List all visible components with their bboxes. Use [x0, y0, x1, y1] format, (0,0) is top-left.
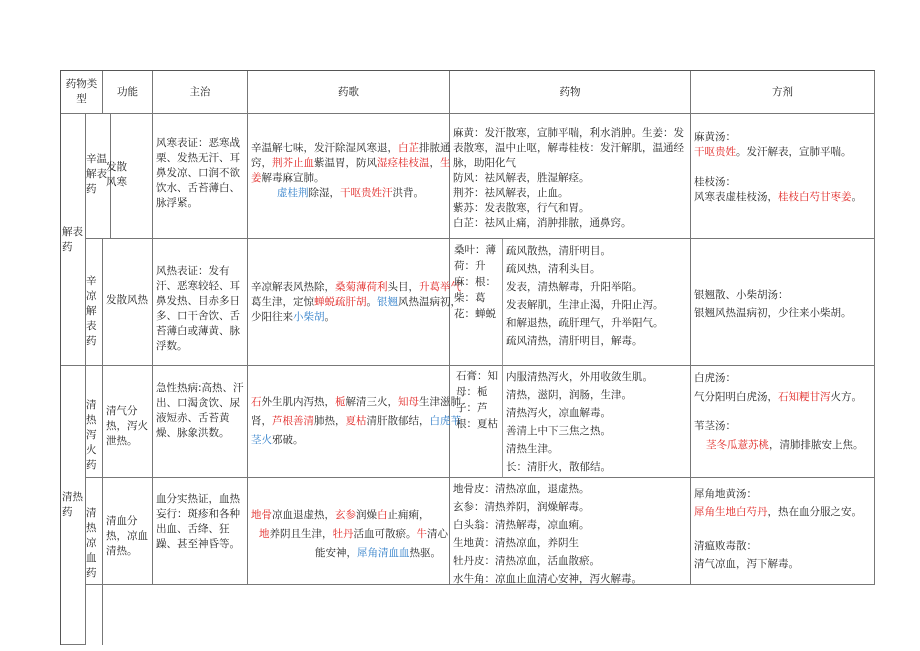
row4-main: 血分实热证，血热妄行：斑疹和各种出血、舌绛、狂躁、甚至神昏等。	[153, 478, 248, 585]
header-formula: 方剂	[691, 71, 875, 114]
row1-function: 发散风寒	[103, 114, 153, 239]
row1-main: 风寒表证：恶寒战栗、发热无汗、耳鼻发凉、口润不欲饮水、舌苔薄白、脉浮紧。	[153, 114, 248, 239]
row4-tail	[103, 585, 875, 645]
row4-song: 地骨凉血退虚热，玄参润燥白止痈痢， 地养阴且生津，牡丹活血可散瘀。牛清心 能安神，犀角清血血热驱。	[248, 478, 450, 585]
row2-drug-names: 桑叶：薄荷：升麻：根：柴：葛花：蝉蜕	[450, 239, 502, 366]
row4-drugs: 地骨皮：清热凉血，退虚热。 玄参：清热养阴，润燥解毒。 白头翁：清热解毒，凉血痢。 生地黄：清热凉血，养阴生 牡丹皮：清热凉血，活血散瘀。 水牛角：凉血止血清心安神，泻火解毒。	[450, 478, 691, 585]
row3-main: 急性热病:高热、汗出、口渴贪饮、尿液短赤、舌苔黄燥、脉象洪数。	[153, 366, 248, 478]
header-main: 主治	[153, 71, 248, 114]
row4-formula: 犀角地黄汤： 犀角生地白芍丹，热在血分服之安。 清瘟败毒散： 清气凉血，泻下解毒。	[691, 478, 875, 585]
row4-tail-subtype	[85, 585, 103, 645]
row2-main: 风热表证：发有汗、恶寒较轻、耳鼻发热、目赤多日多、口干舍饮、舌苔薄白或薄黄、脉浮数。	[153, 239, 248, 366]
row2-drugs: 疏风散热，清肝明目。 疏风热，清利头目。 发表，清热解毒，升阳举陷。 发表解肌，生津止渴，升阳止泻。 和解退热，疏肝理气，升举阳气。 疏风清热，清肝明目，解毒。	[502, 239, 691, 366]
header-subtype-blank	[61, 71, 67, 75]
row1-song: 辛温解七味，发汗除湿风寒退，白芷排脓通 窍，荆芥止血紫温胃，防风湿痉桂枝温，生 姜解毒麻宣肺。 虚桂荆除湿，干呕贵姓汗洪背。	[248, 114, 450, 239]
row2-formula: 银翘散、小柴胡汤： 银翘风热温病初，少往来小柴胡。	[691, 239, 875, 366]
row3-drugs: 内服清热泻火，外用收敛生肌。 清热，滋阴，润肠，生津。 清热泻火，凉血解毒。 善清上中下三焦之热。 清热生津。 长：清肝火，散郁结。	[502, 366, 691, 478]
group-qingre: 清热药	[61, 366, 86, 645]
row1-drugs: 麻黄：发汗散寒，宣肺平喘，利水消肿。生姜：发表散寒，温中止呕，解毒桂枝：发汗解肌，温通经脉，助阳化气 防风：祛风解表，胜湿解痉。 荆芥：祛风解表，止血。 紫苏：发表散寒，行气和胃。 白芷：祛风止痛，消肿排脓，通鼻窍。	[450, 114, 691, 239]
row2-subtype: 辛凉解表药	[85, 239, 103, 366]
header-song: 药歌	[248, 71, 450, 114]
header-type: 药物类型	[61, 71, 103, 114]
header-function: 功能	[103, 71, 153, 114]
row1-subtype: 辛温解表药	[85, 114, 111, 239]
row2-function: 发散风热	[103, 239, 153, 366]
group-jiebiao: 解表药	[61, 114, 86, 366]
herb-table	[60, 70, 875, 645]
header-drugs: 药物	[450, 71, 691, 114]
row4-subtype: 清热凉血药	[85, 478, 103, 585]
row1-formula: 麻黄汤： 干呕贵姓。发汗解表，宣肺平喘。 桂枝汤： 风寒表虚桂枝汤，桂枝白芍甘枣姜。	[691, 114, 875, 239]
row3-drug-names: 石膏：知母：栀子：芦根：夏枯	[450, 366, 502, 478]
row3-subtype: 清热泻火药	[85, 366, 103, 478]
row2-song: 辛凉解表风热除，桑菊薄荷利头目，升葛举气 葛生津，定惊蝉蜕疏肝胡。银翘风热温病初， 少阳往来小柴胡。	[248, 239, 450, 366]
row3-formula: 白虎汤： 气分阳明白虎汤，石知粳甘泻火方。 苇茎汤： 茎冬瓜薏苏桃，清肺排脓安上焦。	[691, 366, 875, 478]
row3-function: 清气分热，泻火泄热。	[103, 366, 153, 478]
row4-function: 清血分热，凉血清热。	[103, 478, 153, 585]
row3-song: 石外生肌内泻热，栀解清三火，知母生津滋肺 肾，芦根善清肺热，夏枯清肝散郁结，白虎苇 茎火邪破。	[248, 366, 450, 478]
